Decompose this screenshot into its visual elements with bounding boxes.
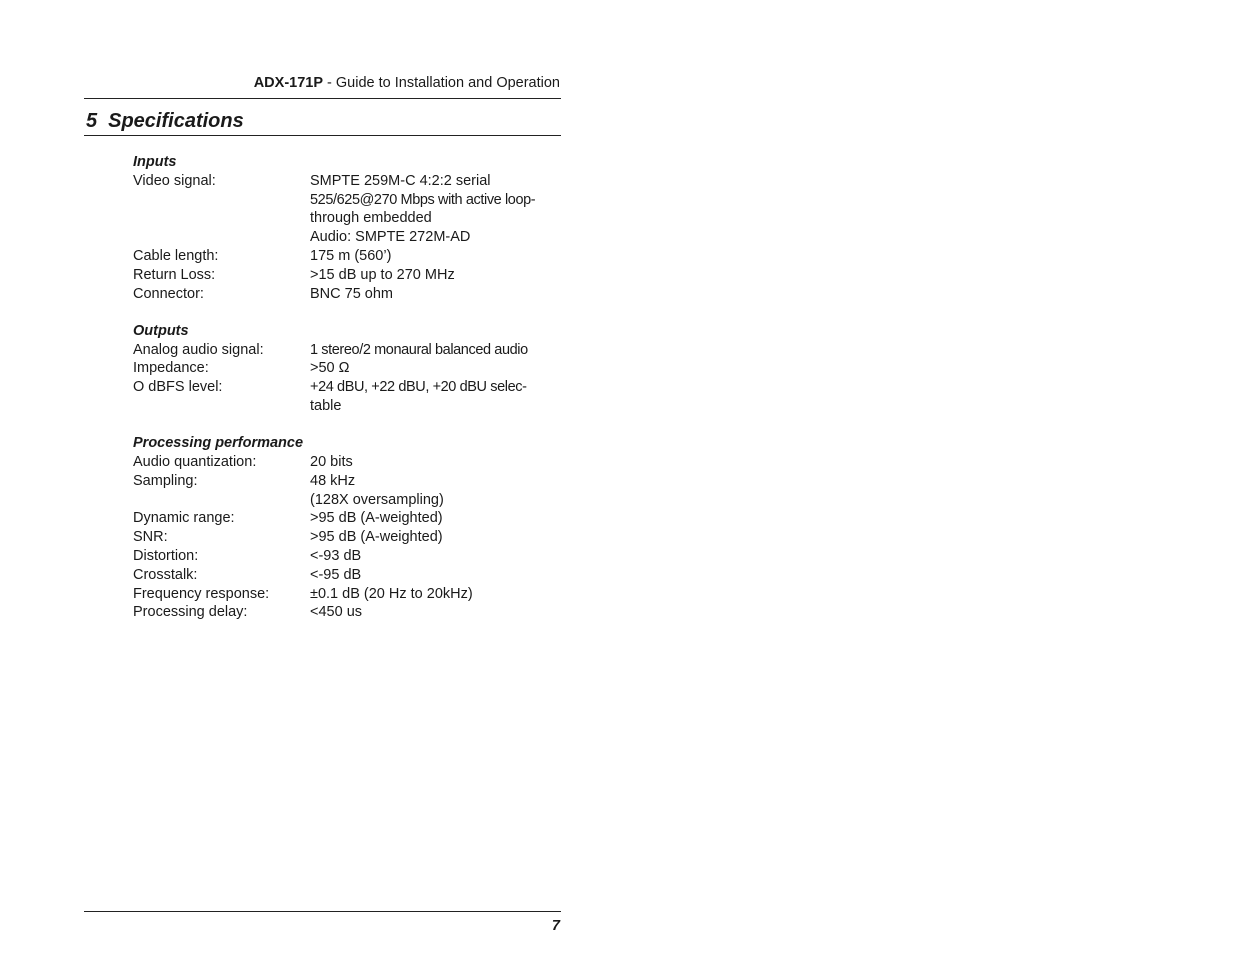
spec-value-line: +24 dBU, +22 dBU, +20 dBU selec- [310,379,527,396]
spec-value-line: <-95 dB [310,566,362,583]
spec-row [133,585,573,604]
spec-label: Distortion: [133,547,199,564]
section-title [86,108,244,134]
header-rule [84,98,561,99]
spec-value [310,603,573,622]
spec-row [133,266,573,285]
spec-value [310,528,573,547]
spec-value [310,453,573,472]
spec-value [310,566,573,585]
spec-row [133,285,573,304]
spec-label: Video signal: [133,172,216,189]
spec-label: Crosstalk: [133,566,198,583]
spec-value [310,585,573,604]
spec-label: Sampling: [133,472,198,489]
spec-value-line: >95 dB (A-weighted) [310,529,443,546]
section-title-text: Specifications [108,110,244,132]
specifications-list [133,153,573,622]
spec-label: O dBFS level: [133,379,223,396]
spec-row [133,341,573,360]
group-spacer [133,303,573,321]
footer-rule [84,911,561,912]
spec-label: Connector: [133,285,204,302]
spec-value-line: >15 dB up to 270 MHz [310,266,455,283]
spec-row [133,472,573,510]
spec-label: Frequency response: [133,585,270,602]
section-rule [84,135,561,136]
spec-row [133,547,573,566]
spec-label: Return Loss: [133,266,216,283]
spec-value-line: 175 m (560’) [310,247,392,264]
spec-value [310,172,573,247]
spec-label: Dynamic range: [133,510,235,527]
spec-value-line: 525/625@270 Mbps with active loop- [310,191,536,208]
spec-value-line: 1 stereo/2 monaural balanced audio [310,341,528,358]
spec-value [310,247,573,266]
spec-value [310,285,573,304]
spec-value-line: (128X oversampling) [310,491,444,508]
spec-row [133,566,573,585]
spec-value-line: 48 kHz [310,472,356,489]
spec-value-line: <450 us [310,604,363,621]
spec-row [133,603,573,622]
group-spacer [133,416,573,434]
spec-label: SNR: [133,529,168,546]
spec-value-line: Audio: SMPTE 272M-AD [310,229,471,246]
spec-row [133,359,573,378]
section-number: 5 [86,110,98,132]
spec-value [310,509,573,528]
group-heading: Inputs [133,154,177,170]
spec-value-line: table [310,397,342,414]
running-header [84,74,560,92]
spec-value [310,341,573,360]
spec-label: Processing delay: [133,604,248,621]
spec-label: Audio quantization: [133,453,257,470]
page-number: 7 [551,918,560,934]
spec-value-line: 20 bits [310,453,353,470]
spec-label: Cable length: [133,247,219,264]
spec-value [310,266,573,285]
spec-value-line: BNC 75 ohm [310,285,394,302]
spec-value-line: >95 dB (A-weighted) [310,510,443,527]
spec-value [310,472,573,510]
header-subtitle: - Guide to Installation and Operation [323,75,560,91]
spec-row [133,453,573,472]
spec-value [310,547,573,566]
spec-value-line: >50 Ω [310,360,350,377]
spec-value-line: <-93 dB [310,547,362,564]
spec-label: Impedance: [133,360,209,377]
spec-value-line: through embedded [310,210,432,227]
spec-row [133,528,573,547]
spec-label: Analog audio signal: [133,341,264,358]
spec-value-line: ±0.1 dB (20 Hz to 20kHz) [310,585,473,602]
header-product-name: ADX-171P [253,75,324,91]
spec-value [310,359,573,378]
spec-row [133,172,573,247]
group-heading: Processing performance [133,435,304,452]
group-heading: Outputs [133,322,189,339]
spec-row [133,378,573,416]
spec-value [310,378,573,416]
spec-value-line: SMPTE 259M-C 4:2:2 serial [310,172,491,189]
spec-row [133,247,573,266]
spec-row [133,509,573,528]
